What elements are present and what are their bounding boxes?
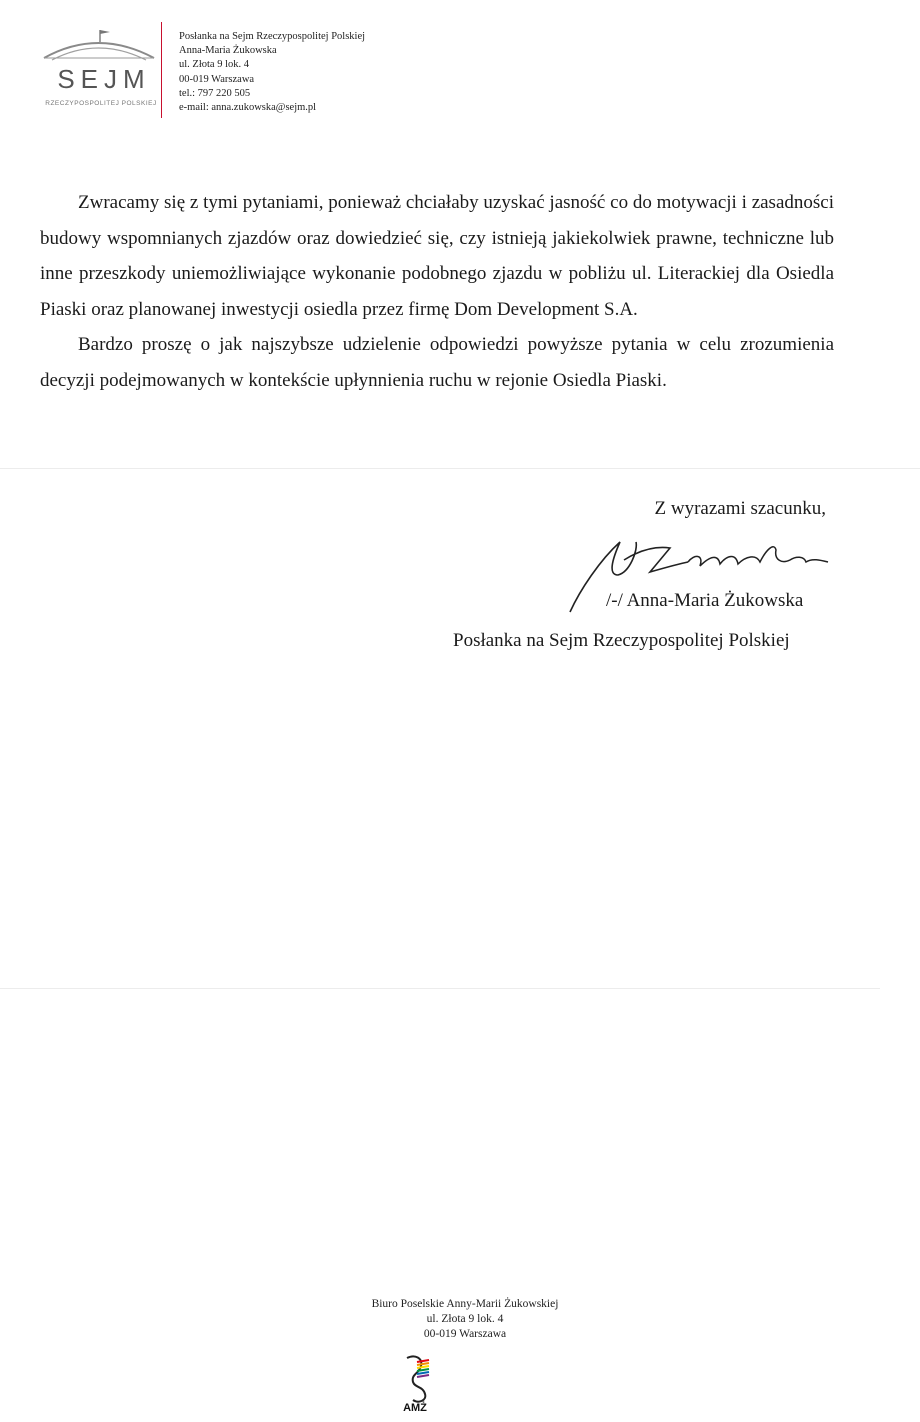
letter-body <box>40 185 834 398</box>
footer-line: 00-019 Warszawa <box>423 1328 507 1340</box>
body-paragraph: Zwracamy się z tymi pytaniami, ponieważ chciałaby uzyskać jasność co do motywacji i zasadności budowy wspomnianych zjazdów oraz dowiedzieć się, czy istnieją jakiekolwiek prawne, techniczne lub inne przeszkody uniemożliwiające wykonanie podobnego zjazdu w pobliżu ul. Literackiej dla Osiedla Piaski oraz planowanej inwestycji osiedla przez firmę Dom Development S.A. <box>40 192 834 320</box>
sender-line: tel.: 797 220 505 <box>179 87 251 99</box>
signer-title: Posłanka na Sejm Rzeczypospolitej Polskiej <box>453 630 790 651</box>
amz-logo-text: AMŻ <box>403 1402 427 1414</box>
sejm-logo <box>30 24 160 120</box>
body-paragraph: Bardzo proszę o jak najszybsze udzielenie odpowiedzi powyższe pytania w celu zrozumienia decyzji podejmowanych w kontekście upłynnienia ruchu w rejonie Osiedla Piaski. <box>40 334 834 391</box>
sender-line: ul. Złota 9 lok. 4 <box>179 59 249 71</box>
footer-address-block <box>0 1297 920 1342</box>
closing-salutation: Z wyrazami szacunku, <box>654 498 826 519</box>
footer-line: ul. Złota 9 lok. 4 <box>426 1313 504 1325</box>
scan-streak <box>0 988 880 989</box>
logo-wordmark: SEJM <box>57 64 151 94</box>
sender-email: e-mail: anna.zukowska@sejm.pl <box>179 102 317 114</box>
scan-streak <box>0 468 920 469</box>
signer-name: /-/ Anna-Maria Żukowska <box>606 590 804 611</box>
sender-line: 00-019 Warszawa <box>179 73 255 85</box>
sender-address-block <box>179 30 365 115</box>
header-divider <box>161 22 162 118</box>
footer-line: Biuro Poselskie Anny-Marii Żukowskiej <box>371 1298 559 1310</box>
logo-subtitle: RZECZYPOSPOLITEJ POLSKIEJ <box>45 100 157 107</box>
sender-line: Anna-Maria Żukowska <box>179 45 277 57</box>
sender-line: Posłanka na Sejm Rzeczypospolitej Polskiej <box>179 31 366 42</box>
